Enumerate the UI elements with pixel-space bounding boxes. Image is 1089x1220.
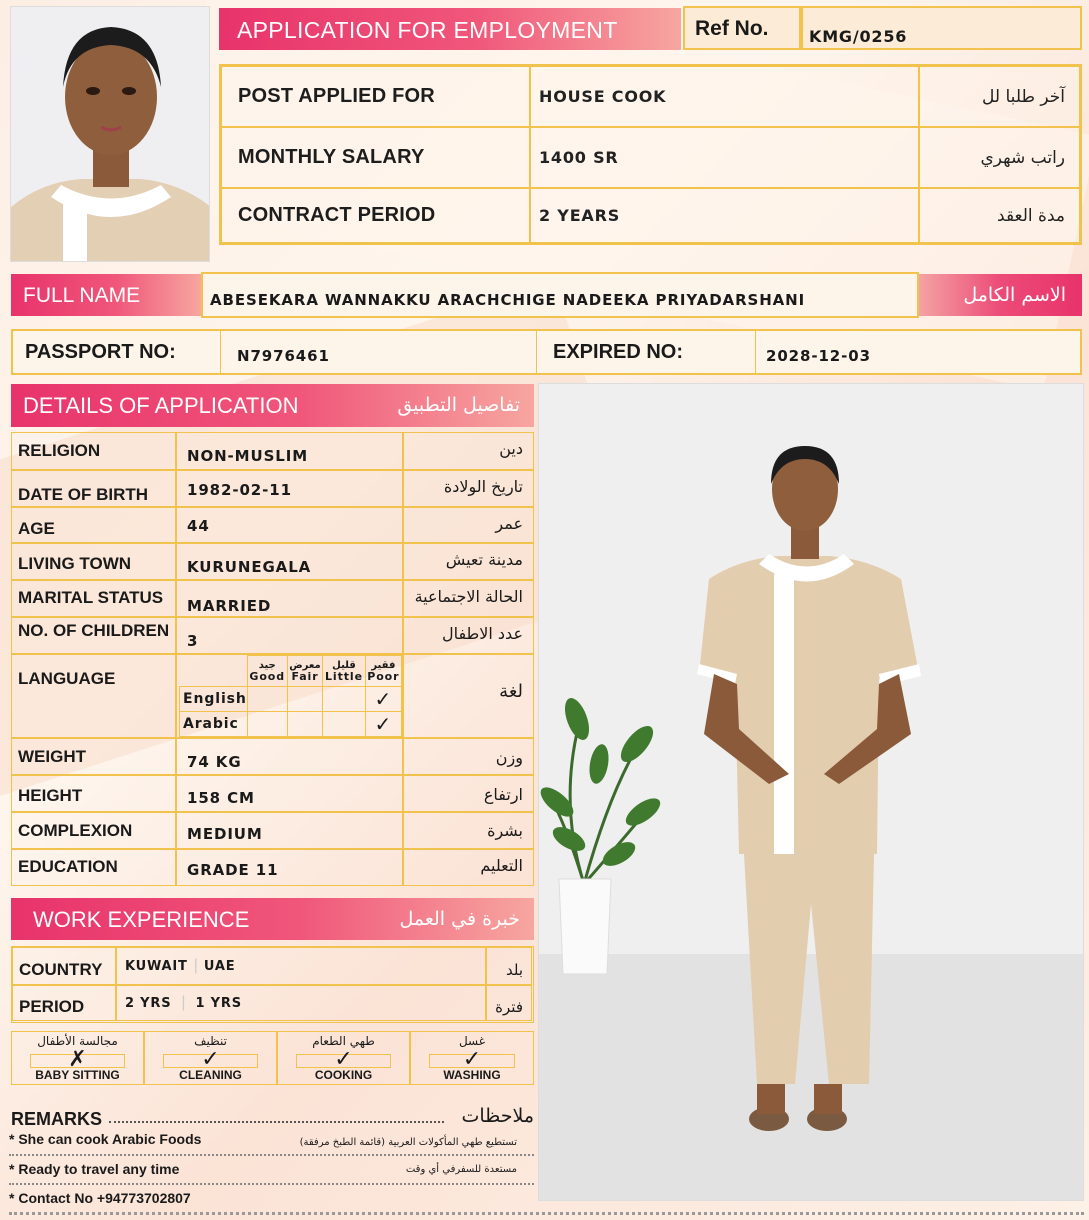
passport-label: PASSPORT NO: xyxy=(25,340,176,363)
period-label: PERIOD xyxy=(19,997,85,1016)
level-poor-ar: فقير xyxy=(371,660,396,671)
level-fair-en: Fair xyxy=(291,670,319,683)
application-title-bar xyxy=(219,8,681,50)
country-sep: | xyxy=(193,957,198,974)
level-little-en: Little xyxy=(325,670,363,683)
language-row xyxy=(11,654,534,738)
passport-row xyxy=(11,329,1082,375)
work-title-bar xyxy=(11,898,534,940)
remarks-label: REMARKS xyxy=(11,1109,103,1129)
complexion-row xyxy=(11,812,534,849)
marital-value: MARRIED xyxy=(176,580,403,617)
salary-label-cell xyxy=(221,127,530,188)
weight-ar: وزن xyxy=(403,738,534,775)
full-name-value-box xyxy=(201,272,919,318)
passport-value: N7976461 xyxy=(237,347,330,365)
skill-cooking-ar: طهي الطعام xyxy=(312,1034,375,1048)
salary-value: 1400 SR xyxy=(539,148,619,167)
english-poor-check: ✓ xyxy=(365,687,401,712)
age-label: AGE xyxy=(11,507,176,543)
children-value: 3 xyxy=(176,617,403,654)
full-name-value: ABESEKARA WANNAKKU ARACHCHIGE NADEEKA PRIYADARSHANI xyxy=(210,291,806,309)
skill-baby-sitting-ar: مجالسة الأطفال xyxy=(37,1034,118,1048)
dob-ar: تاريخ الولادة xyxy=(403,470,534,507)
full-name-label-bar xyxy=(11,274,201,316)
country-2: UAE xyxy=(203,958,236,974)
application-title: APPLICATION FOR EMPLOYMENT xyxy=(237,17,618,43)
children-row xyxy=(11,617,534,654)
town-row xyxy=(11,543,534,580)
religion-row xyxy=(11,432,534,470)
religion-label: RELIGION xyxy=(11,432,176,470)
work-title: WORK EXPERIENCE xyxy=(33,907,250,932)
education-row xyxy=(11,849,534,886)
language-grid xyxy=(179,655,402,737)
skill-cleaning-ar: تنظيف xyxy=(194,1034,227,1048)
dob-value: 1982-02-11 xyxy=(176,470,403,507)
remarks-header xyxy=(11,1107,534,1131)
ref-label-box xyxy=(683,6,801,50)
details-title-bar xyxy=(11,384,534,427)
children-ar: عدد الاطفال xyxy=(403,617,534,654)
language-grid-cell xyxy=(176,654,403,738)
work-title-ar: خبرة في العمل xyxy=(399,908,520,930)
complexion-label: COMPLEXION xyxy=(11,812,176,849)
level-little xyxy=(323,656,366,687)
bottom-dotted-line xyxy=(9,1212,1084,1215)
remark-divider-2 xyxy=(9,1183,534,1185)
height-label: HEIGHT xyxy=(11,775,176,812)
skill-washing xyxy=(410,1031,534,1085)
level-fair xyxy=(287,656,323,687)
level-good xyxy=(247,656,287,687)
marital-label: MARITAL STATUS xyxy=(11,580,176,617)
age-ar: عمر xyxy=(403,507,534,543)
complexion-ar: بشرة xyxy=(403,812,534,849)
age-row xyxy=(11,507,534,543)
details-title: DETAILS OF APPLICATION xyxy=(23,393,299,418)
language-label: LANGUAGE xyxy=(11,654,176,738)
expiry-label-cell xyxy=(537,331,756,373)
skill-cooking-en: COOKING xyxy=(314,1068,373,1082)
portrait-photo xyxy=(10,6,210,262)
skill-cleaning-mark: ✓ xyxy=(201,1046,220,1071)
arabic-poor-check: ✓ xyxy=(365,712,401,737)
country-ar-cell xyxy=(486,947,532,985)
contract-ar-cell xyxy=(919,188,1080,243)
weight-value: 74 KG xyxy=(176,738,403,775)
skill-cleaning-en: CLEANING xyxy=(179,1068,242,1082)
contract-ar: مدة العقد xyxy=(997,205,1065,226)
period-values-cell xyxy=(116,985,486,1021)
country-ar: بلد xyxy=(505,961,523,979)
skill-cooking xyxy=(277,1031,410,1085)
lang-arabic: Arabic xyxy=(180,712,248,737)
passport-value-cell xyxy=(221,331,537,373)
skill-washing-ar: غسل xyxy=(458,1034,486,1048)
full-body-photo xyxy=(538,383,1084,1201)
town-ar: مدينة تعيش xyxy=(403,543,534,580)
town-value: KURUNEGALA xyxy=(176,543,403,580)
skill-washing-mark: ✓ xyxy=(462,1046,482,1071)
period-label-cell xyxy=(12,985,116,1021)
country-1: KUWAIT xyxy=(125,958,188,974)
language-ar: لغة xyxy=(403,654,534,738)
education-ar: التعليم xyxy=(403,849,534,886)
work-table xyxy=(11,946,534,1023)
marital-row xyxy=(11,580,534,617)
full-name-label: FULL NAME xyxy=(23,284,141,307)
salary-value-cell xyxy=(530,127,919,188)
marital-ar: الحالة الاجتماعية xyxy=(403,580,534,617)
skill-washing-en: WASHING xyxy=(443,1068,501,1082)
remark-2-ar: مستعدة للسفرفي أي وقت xyxy=(405,1164,517,1175)
education-label: EDUCATION xyxy=(11,849,176,886)
full-name-ar: الاسم الكامل xyxy=(963,284,1066,306)
level-good-en: Good xyxy=(249,670,286,683)
skill-baby-sitting xyxy=(11,1031,144,1085)
town-label: LIVING TOWN xyxy=(11,543,176,580)
salary-ar: راتب شهري xyxy=(980,147,1065,168)
contract-label: CONTRACT PERIOD xyxy=(238,204,436,226)
contract-label-cell xyxy=(221,188,530,243)
remark-1: * She can cook Arabic Foods xyxy=(9,1131,202,1147)
height-row xyxy=(11,775,534,812)
post-table xyxy=(219,64,1082,245)
level-poor-en: Poor xyxy=(367,670,400,683)
level-poor xyxy=(365,656,401,687)
remark-3: * Contact No +94773702807 xyxy=(9,1190,191,1206)
expiry-value: 2028-12-03 xyxy=(766,347,871,365)
level-fair-ar: معرض xyxy=(289,660,321,671)
country-label: COUNTRY xyxy=(19,960,103,979)
post-value-cell xyxy=(530,66,919,127)
religion-ar: دين xyxy=(403,432,534,470)
expiry-label: EXPIRED NO: xyxy=(553,340,684,363)
remarks-ar: ملاحظات xyxy=(461,1105,534,1127)
weight-row xyxy=(11,738,534,775)
post-ar: آخر طلبا لل xyxy=(982,86,1065,107)
skill-cooking-mark: ✓ xyxy=(334,1046,353,1071)
level-little-ar: قليل xyxy=(332,660,356,671)
period-2: 1 YRS xyxy=(195,995,242,1011)
ref-value-box xyxy=(801,6,1082,50)
skill-cleaning xyxy=(144,1031,277,1085)
period-ar: فترة xyxy=(495,998,523,1016)
remark-2: * Ready to travel any time xyxy=(9,1161,180,1177)
weight-label: WEIGHT xyxy=(11,738,176,775)
dob-label: DATE OF BIRTH xyxy=(11,470,176,507)
salary-label: MONTHLY SALARY xyxy=(238,146,425,168)
complexion-value: MEDIUM xyxy=(176,812,403,849)
dob-row xyxy=(11,470,534,507)
country-label-cell xyxy=(12,947,116,985)
ref-label: Ref No. xyxy=(695,17,769,40)
post-ar-cell xyxy=(919,66,1080,127)
remark-1-ar: تستطيع طهي المأكولات العربية (قائمة الطبخ مرفقة) xyxy=(299,1137,517,1148)
country-values-cell xyxy=(116,947,486,985)
period-1: 2 YRS xyxy=(125,995,172,1011)
ref-value: KMG/0256 xyxy=(809,27,908,46)
period-ar-cell xyxy=(486,985,532,1021)
passport-label-cell xyxy=(13,331,221,373)
religion-value: NON-MUSLIM xyxy=(176,432,403,470)
post-label: POST APPLIED FOR xyxy=(238,85,435,107)
remarks-dots xyxy=(109,1121,444,1123)
contract-value: 2 YEARS xyxy=(539,206,621,225)
level-good-ar: جيد xyxy=(258,660,276,671)
expiry-value-cell xyxy=(756,331,1080,373)
children-label: NO. OF CHILDREN xyxy=(11,617,176,654)
height-ar: ارتفاع xyxy=(403,775,534,812)
age-value: 44 xyxy=(176,507,403,543)
period-sep: | xyxy=(181,994,186,1011)
education-value: GRADE 11 xyxy=(176,849,403,886)
lang-english: English xyxy=(180,687,248,712)
skill-baby-sitting-mark: ✗ xyxy=(68,1046,87,1071)
details-title-ar: تفاصيل التطبيق xyxy=(397,394,520,416)
skill-baby-sitting-en: BABY SITTING xyxy=(35,1068,120,1082)
full-name-ar-bar xyxy=(919,274,1082,316)
post-label-cell xyxy=(221,66,530,127)
salary-ar-cell xyxy=(919,127,1080,188)
post-value: HOUSE COOK xyxy=(539,87,667,106)
contract-value-cell xyxy=(530,188,919,243)
height-value: 158 CM xyxy=(176,775,403,812)
remark-divider-1 xyxy=(9,1154,534,1156)
